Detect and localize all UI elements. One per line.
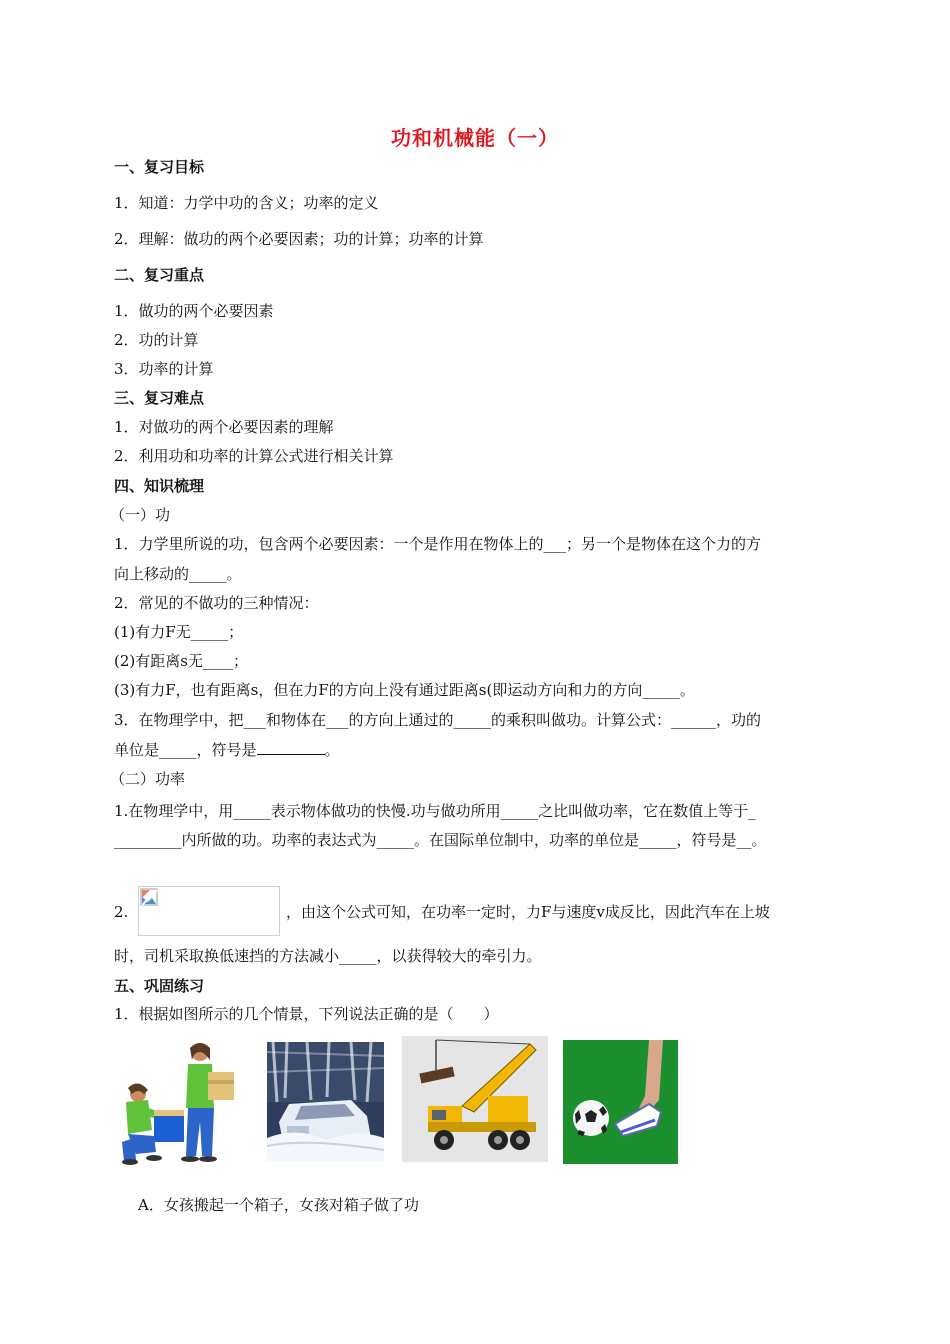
power-para-2a: ，由这个公式可知，在功率一定时，力F与速度v成反比，因此汽车在上坡	[286, 903, 770, 921]
work-para-3b	[114, 740, 340, 760]
work-para-3b-end: 。	[324, 741, 340, 759]
power-para-2-number: 2.	[114, 903, 129, 921]
work-case-3: (3)有力F，也有距离s，但在力F的方向上没有通过距离s(即运动方向和力的方向_____。	[114, 681, 695, 699]
work-case-1: (1)有力F无_____；	[114, 623, 244, 641]
key-point-1: 1．做功的两个必要因素	[114, 302, 274, 320]
girl-carrying-box-image	[114, 1038, 248, 1166]
power-para-1b: _________内所做的功。功率的表达式为_____。在国际单位制中，功率的单位是_____，符号是__。	[114, 831, 767, 849]
work-case-2: (2)有距离s无____；	[114, 652, 248, 670]
car-in-snow-image	[267, 1042, 384, 1161]
crane-truck-image	[402, 1036, 548, 1162]
formula-image-placeholder	[138, 886, 280, 936]
option-a: A．女孩搬起一个箱子，女孩对箱子做了功	[138, 1196, 419, 1214]
page-title: 功和机械能（一）	[391, 126, 559, 150]
work-para-3a: 3．在物理学中，把___和物体在___的方向上通过的_____的乘积叫做功。计算公式：______，功的	[114, 711, 762, 729]
section-heading-goals: 一、复习目标	[114, 158, 205, 176]
practice-question-1: 1．根据如图所示的几个情景，下列说法正确的是（ ）	[114, 1005, 499, 1023]
section-heading-practice: 五、巩固练习	[114, 977, 205, 995]
subheading-work: （一）功	[110, 506, 171, 524]
key-point-3: 3．功率的计算	[114, 360, 214, 378]
symbol-blank	[257, 740, 325, 755]
key-point-2: 2．功的计算	[114, 331, 199, 349]
subheading-power: （二）功率	[110, 770, 186, 788]
section-heading-difficulties: 三、复习难点	[114, 389, 205, 407]
difficulty-1: 1．对做功的两个必要因素的理解	[114, 418, 334, 436]
power-para-2b: 时，司机采取换低速挡的方法减小_____，以获得较大的牵引力。	[114, 947, 542, 965]
section-heading-knowledge: 四、知识梳理	[114, 477, 205, 495]
goal-item-1: 1．知道：力学中功的含义；功率的定义	[114, 194, 379, 212]
difficulty-2: 2．利用功和功率的计算公式进行相关计算	[114, 447, 394, 465]
work-para-3b-text: 单位是_____，符号是	[114, 741, 257, 759]
work-para-1a: 1．力学里所说的功，包含两个必要因素：一个是作用在物体上的___；另一个是物体在这个力的方	[114, 535, 762, 553]
section-heading-key-points: 二、复习重点	[114, 266, 205, 284]
kicking-ball-image	[563, 1040, 678, 1164]
power-para-1a: 1.在物理学中，用_____表示物体做功的快慢.功与做功所用_____之比叫做功率，它在数值上等于_	[114, 802, 756, 820]
broken-image-icon	[140, 888, 160, 908]
work-para-2: 2．常见的不做功的三种情况：	[114, 594, 319, 612]
work-para-1b: 向上移动的_____。	[114, 565, 242, 583]
goal-item-2: 2．理解：做功的两个必要因素；功的计算；功率的计算	[114, 230, 484, 248]
